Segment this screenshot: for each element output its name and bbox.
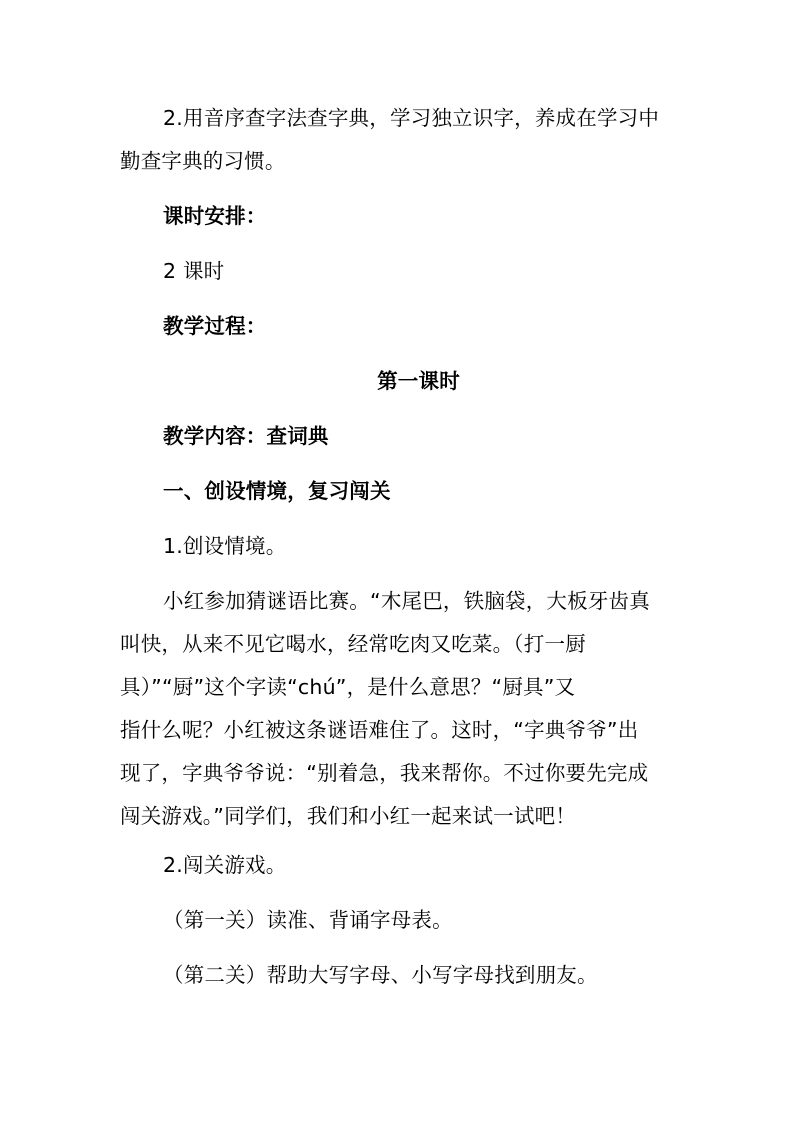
level-1: （第一关）读准、背诵字母表。 xyxy=(163,908,453,932)
story-line-5: 现了，字典爷爷说：“别着急，我来帮你。不过你要先完成 xyxy=(120,761,649,785)
story-line-2: 叫快，从来不见它喝水，经常吃肉又吃菜。（打一厨 xyxy=(120,632,586,656)
schedule-heading: 课时安排： xyxy=(163,204,267,228)
story-line-6: 闯关游戏。”同学们，我们和小红一起来试一试吧！ xyxy=(120,804,576,828)
section-1-heading: 一、创设情境，复习闯关 xyxy=(163,479,391,503)
goal-2-line-1: 2.用音序查字法查字典，学习独立识字，养成在学习中 xyxy=(163,106,660,130)
goal-2-line-2: 勤查字典的习惯。 xyxy=(120,149,286,173)
content-heading: 教学内容：查词典 xyxy=(163,424,329,448)
lesson-title: 第一课时 xyxy=(377,369,460,393)
story-line-4: 指什么呢？小红被这条谜语难住了。这时，“字典爷爷”出 xyxy=(120,718,639,742)
process-heading: 教学过程： xyxy=(163,314,267,338)
step-2: 2.闯关游戏。 xyxy=(163,853,287,877)
story-line-3: 具）”“厨”这个字读“chú”，是什么意思？“厨具”又 xyxy=(120,675,576,699)
story-line-1: 小红参加猜谜语比赛。“木尾巴，铁脑袋，大板牙齿真 xyxy=(163,589,650,613)
schedule-value: 2 课时 xyxy=(163,259,225,283)
step-1: 1.创设情境。 xyxy=(163,534,287,558)
level-2: （第二关）帮助大写字母、小写字母找到朋友。 xyxy=(163,963,598,987)
